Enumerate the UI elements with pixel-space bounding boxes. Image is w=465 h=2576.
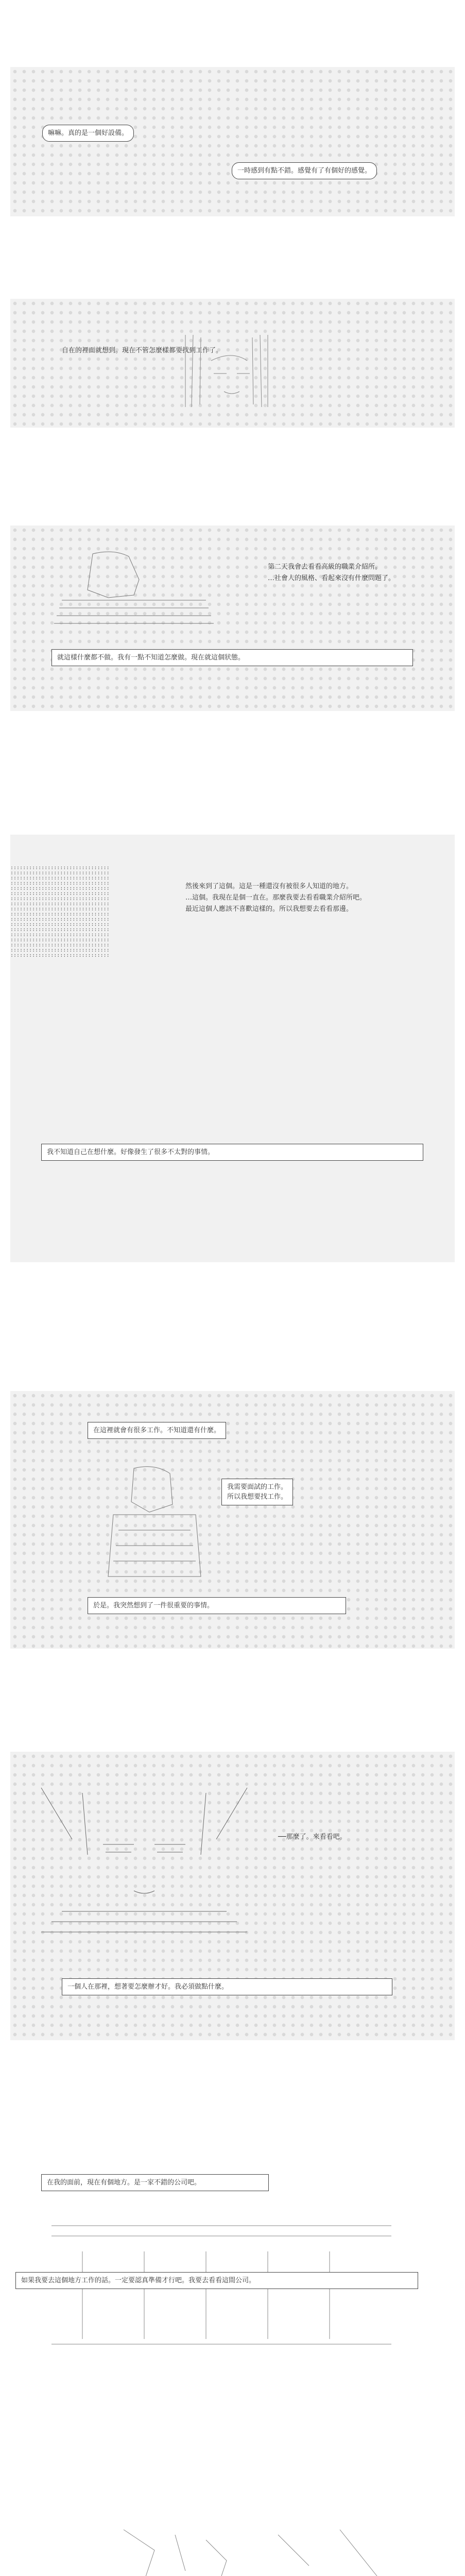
narration-text: 然後來到了這個。這是一種還沒有被很多人知道的地方。 …這個。我現在是個一直在。那麼我要去看看職業介紹所吧。 最近這個人應該不喜歡這樣的。所以我想要去看看那邊。 [185,883,367,913]
speech-bubble: 在這裡就會有很多工作。不知道還有什麼。 [88,1422,226,1439]
narration-box: 如果我要去這個地方工作的話。一定要認真準備才行吧。我要去看看這間公司。 [15,2272,418,2289]
character-back-art: :::::::::::::::::::::::::::::::: :::::::::::::::::::::::::::::::: :::::::::::::::::::::::::::::::: :::::::::::::::::::::::::::::::: :::::::::::::::::::::::::::::::: :::::::::::::::::::::::::::::::: :::::::::::::::::::::::::::::::: :::::::::::::::::::::::::::::::: :::::::::::::::::::::::::::::::: :::::::::::::::::::::::::::::::: :::::::::::::::::::::::::::::::: :::::::::::::::::::::::::::::::: :::::::::::::::::::::::::::::::: :::::::::::::::::::::::::::::::: :::::::::::::::::::::::::::::::: :::::::::::::::::::::::::::::::: :::::::::::::::::::::::::::::::: :::::::::::::::::::::::::::::::: [10,865,110,958]
narration-box: 就這樣什麼都不做。我有一點不知道怎麼做。現在就這個狀態。 [51,649,413,666]
narration-box: 一個人在那裡，想著要怎麼辦才好。我必須做點什麼。 [62,1978,392,1995]
scene-7-panel [10,2143,455,2411]
speech-bubble: 我需要面試的工作。 所以我想要找工作。 [221,1479,293,1505]
character-sitting-art [82,1463,216,1587]
character-sleeping-art [51,549,216,636]
crowd-scene-art [21,2519,433,2576]
speech-bubble: 一時感到有點不錯。感覺有了有個好的感覺。 [232,162,377,179]
scene-6-panel [10,1752,455,2040]
narration-text: 第二天我會去看看高級的職業介紹所。 …社會人的風格、看起來沒有什麼問題了。 [268,563,395,582]
scene-8-panel [10,2499,455,2576]
narration-box: 在我的面前，現在有個地方。是一家不錯的公司吧。 [41,2174,269,2191]
scene-1-panel [10,67,455,216]
dialogue-text: ──那麼了。來看看吧。 [278,1833,347,1841]
scene-4-panel [10,835,455,1262]
scene-5-panel [10,1391,455,1649]
narration-text: 自在的裡面就想到。現在不管怎麼樣都要找到工作了。 [62,347,223,354]
scene-2-panel [10,299,455,428]
scene-3-panel [10,526,455,711]
character-close-face-art [31,1777,257,1942]
speech-bubble: 嘛嘛。真的是一個好設備。 [42,125,134,142]
narration-box: 我不知道自己在想什麼。好像發生了很多不太對的事情。 [41,1144,423,1161]
narration-box: 於是。我突然想到了一件很重要的事情。 [88,1597,346,1614]
character-face-art [165,330,299,412]
